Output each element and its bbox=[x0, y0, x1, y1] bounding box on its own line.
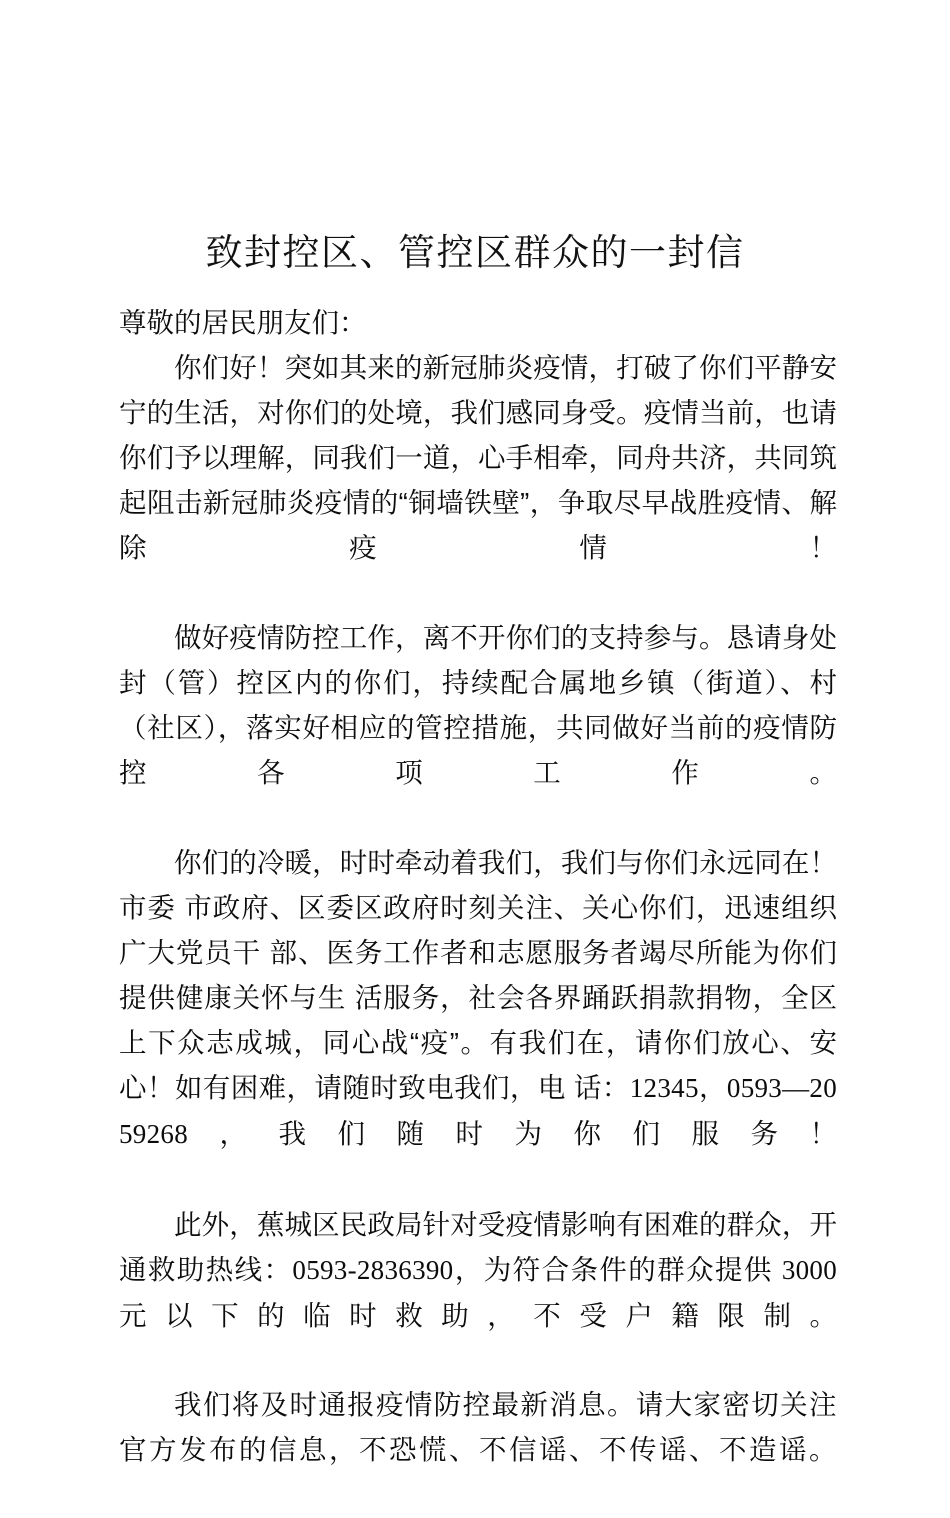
paragraph-4-text-tail: 元以下的临时救助，不受户籍限制。 bbox=[119, 1300, 837, 1331]
page-title: 致封控区、管控区群众的一封信 bbox=[205, 232, 745, 274]
paragraph-2: 做好疫情防控工作，离不开你们的支持参与。恳请身处封（管）控区内的你们，持续配合属地乡镇（街道）、村（社区），落实好相应的管控措施，共同做好当前的疫情防控各项工作。 bbox=[119, 622, 837, 788]
paragraph-4-text-lead: 此外，蕉城区民政局针对受疫情影响有困难的群众，开通救助热线： bbox=[119, 1209, 837, 1285]
paragraph-1: 你们好！突如其来的新冠肺炎疫情，打破了你们平静安宁的生活，对你们的处境，我们感同身受。疫情当前，也请你们予以理解，同我们一道，心手相牵，同舟共济，共同筑起阻击新冠肺炎疫情的“铜墙铁壁”，争取尽早战胜疫情、解除疫情！ bbox=[119, 352, 837, 563]
relief-hotline-number: 0593-2836390 bbox=[292, 1255, 454, 1285]
relief-amount-value: 3000 bbox=[781, 1255, 838, 1285]
paragraph-3-text-lead: 你们的冷暖，时时牵动着我们，我们与你们永远同在！市委 市政府、区委区政府时刻关注、关心你们，迅速组织广大党员干 部、医务工作者和志愿服务者竭尽所能为你们提供健康关怀与生 活服务，社会各界踊跃捐款捐物，全区上下众志成城，同心战“疫”。有我们在，请你们放心、安心！如有困难，请随时致电我们，电 话： bbox=[119, 847, 837, 1103]
paragraph-3-text-tail: ，我们随时为你们服务！ bbox=[188, 1118, 837, 1149]
hotline-number-primary: 12345，0593—2059268 bbox=[119, 1073, 838, 1149]
paragraph-3 bbox=[119, 840, 837, 1202]
document-body bbox=[119, 300, 837, 1518]
salutation-line: 尊敬的居民朋友们： bbox=[119, 307, 367, 338]
paragraph-4-text-mid: ，为符合条件的群众提供 bbox=[453, 1254, 782, 1285]
paragraph-5: 我们将及时通报疫情防控最新消息。请大家密切关注官方发布的信息，不恐慌、不信谣、不传谣、不造谣。 bbox=[119, 1389, 837, 1466]
paragraph-4 bbox=[119, 1202, 837, 1383]
